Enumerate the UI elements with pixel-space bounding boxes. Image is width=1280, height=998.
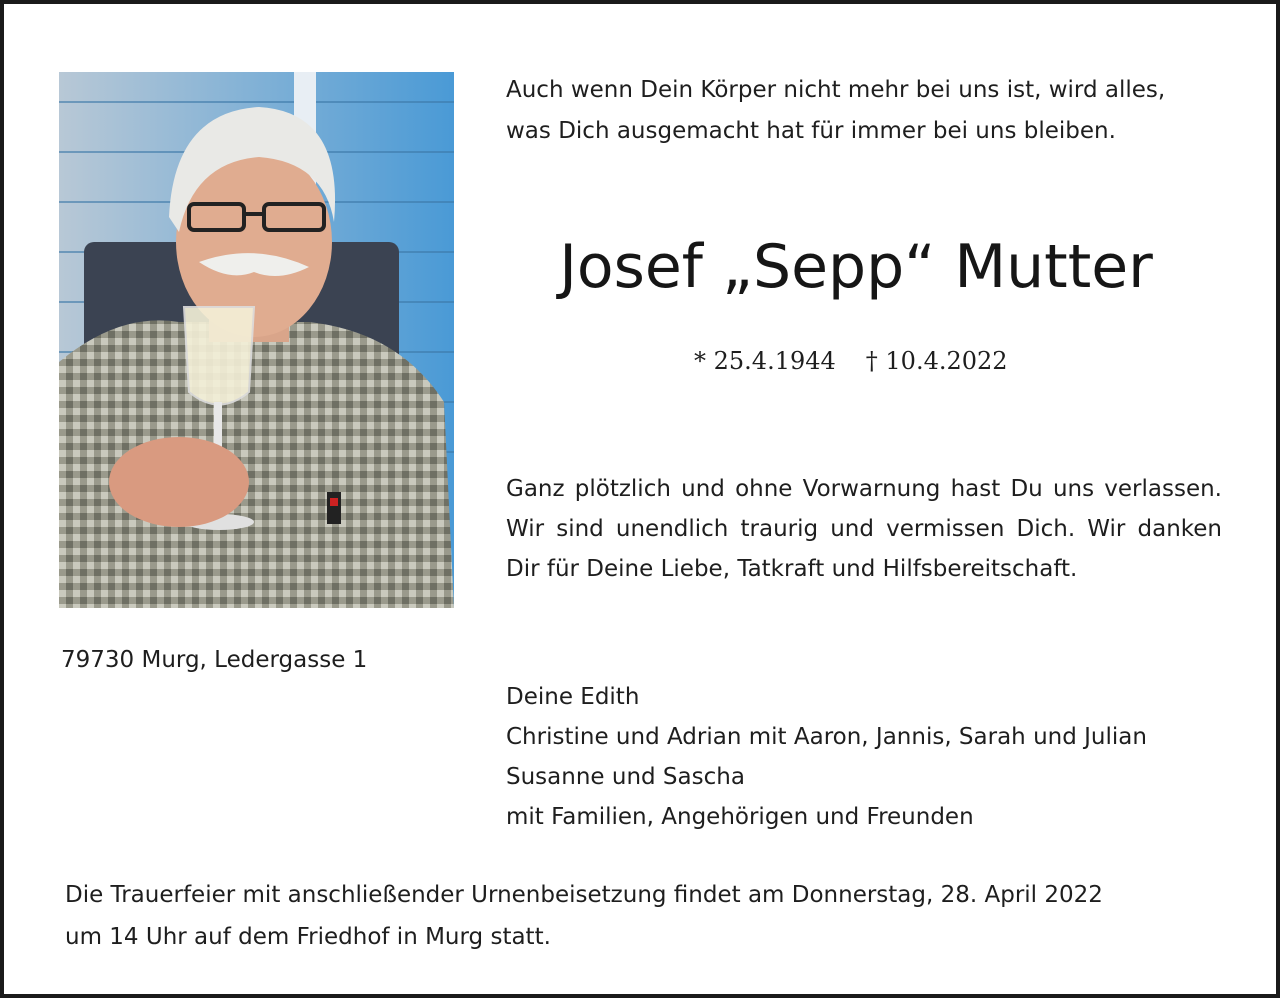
life-dates xyxy=(694,347,1008,375)
portrait-photo xyxy=(59,72,454,608)
quote-line-1: Auch wenn Dein Körper nicht mehr bei uns ist, wird alles, xyxy=(506,77,1166,103)
mourner-line: Susanne und Sascha xyxy=(506,764,745,790)
mourner-line: Christine und Adrian mit Aaron, Jannis, Sarah und Julian xyxy=(506,724,1147,750)
ceremony-line-1: Die Trauerfeier mit anschließender Urnenbeisetzung findet am Donnerstag, 28. April 2022 xyxy=(65,882,1103,908)
quote-line-2: was Dich ausgemacht hat für immer bei uns bleiben. xyxy=(506,118,1116,144)
ceremony-info xyxy=(65,874,1103,958)
deceased-name: Josef „Sepp“ Mutter xyxy=(559,232,1153,302)
portrait-photo-icon xyxy=(59,72,454,608)
farewell-message: Ganz plötzlich und ohne Vorwarnung hast Du uns verlassen. Wir sind unendlich traurig und vermissen Dich. Wir danken Dir für Deine Liebe, Tatkraft und Hilfsbereitschaft. xyxy=(506,476,1222,582)
mourner-line: mit Familien, Angehörigen und Freunden xyxy=(506,804,974,830)
address: 79730 Murg, Ledergasse 1 xyxy=(61,647,368,673)
death-date: † 10.4.2022 xyxy=(865,347,1008,375)
birth-date: * 25.4.1944 xyxy=(694,347,836,375)
ceremony-line-2: um 14 Uhr auf dem Friedhof in Murg statt. xyxy=(65,924,551,950)
quote xyxy=(506,70,1241,152)
mourners-list xyxy=(506,677,1147,837)
mourner-line: Deine Edith xyxy=(506,684,640,710)
